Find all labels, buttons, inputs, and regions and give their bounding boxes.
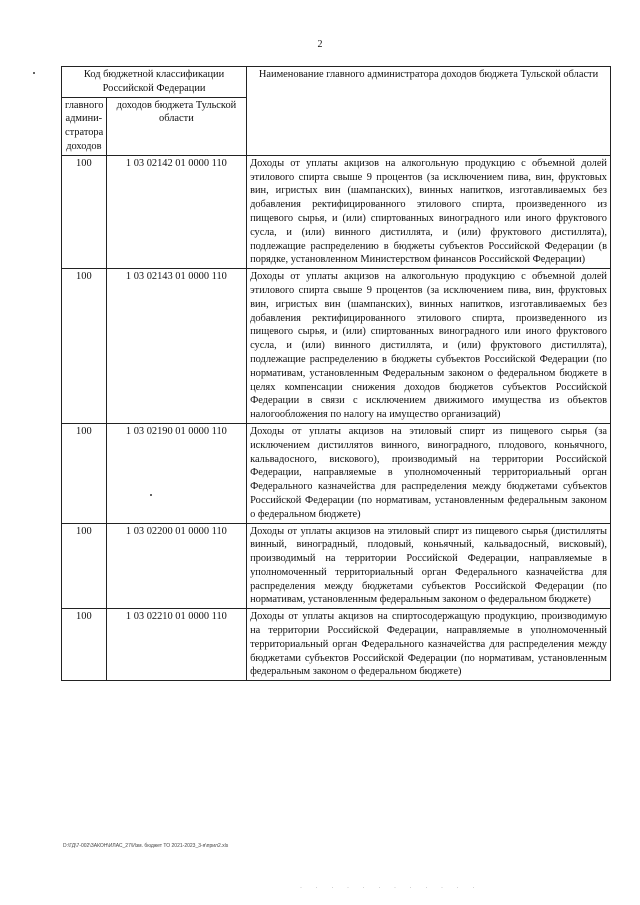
admin-code-cell: 100	[62, 609, 107, 681]
budget-code-cell: 1 03 02200 01 0000 110	[106, 523, 246, 609]
admin-code-cell: 100	[62, 155, 107, 268]
scan-speck	[33, 72, 35, 74]
income-administrators-table	[61, 66, 611, 681]
header-name-column: Наименование главного администратора доходов бюджета Тульской области	[247, 67, 611, 156]
file-path-footer: D:\ГД\7-002\ЗАКОН\ИЛАС_27\Изм. бюджет ТО 2021-2023_3-я\прил2.xls	[63, 843, 229, 849]
budget-code-cell: 1 03 02210 01 0000 110	[106, 609, 246, 681]
table-row	[62, 523, 611, 609]
admin-code-cell: 100	[62, 523, 107, 609]
budget-code-cell: 1 03 02190 01 0000 110	[106, 423, 246, 523]
admin-code-cell: 100	[62, 423, 107, 523]
scan-speck	[150, 494, 152, 496]
header-code-group: Код бюджетной классификации Российской Федерации	[62, 67, 247, 98]
budget-code-cell: 1 03 02142 01 0000 110	[106, 155, 246, 268]
budget-code-cell: 1 03 02143 01 0000 110	[106, 269, 246, 424]
description-cell: Доходы от уплаты акцизов на этиловый спирт из пищевого сырья (дистилляты винный, виноградный, плодовый, коньячный, кальвадосный, висковый), производимый на территории Российской Федерации, направляемые в уполномоченный территориальный орган Федерального казначейства для распределения между бюджетами субъектов Российской Федерации (по нормативам, установленным федеральным законом о федеральном бюджете)	[247, 523, 611, 609]
description-cell: Доходы от уплаты акцизов на спиртосодержащую продукцию, производимую на территории Российской Федерации, направляемые в уполномоченный территориальный орган Федерального казначейства для распределения между бюджетами субъектов Российской Федерации (по нормативам, установленным федеральным законом о федеральном бюджете)	[247, 609, 611, 681]
table-row	[62, 269, 611, 424]
admin-code-cell: 100	[62, 269, 107, 424]
description-cell: Доходы от уплаты акцизов на алкогольную продукцию с объемной долей этилового спирта свыше 9 процентов (за исключением пива, вин, фруктовых вин, игристых вин (шампанских), винных напитков, изготавливаемых без добавления ректифицированного этилового спирта, произведенного из пищевого сырья, и (или) спиртованных виноградного или иного фруктового сусла, и (или) винного дистиллята, и (или) фруктового дистиллята), подлежащие распределению в бюджеты субъектов Российской Федерации (в порядке, установленном Министерством финансов Российской Федерации)	[247, 155, 611, 268]
page-number: 2	[317, 39, 323, 50]
table-row	[62, 155, 611, 268]
scan-artifact-dots: · · · · · · · · · · · ·	[300, 885, 481, 891]
description-cell: Доходы от уплаты акцизов на этиловый спирт из пищевого сырья (за исключением дистиллятов винного, виноградного, плодового, коньячного, кальвадосного, вискового), производимый на территории Российской Федерации, направляемые в уполномоченный территориальный орган Федерального казначейства для распределения между бюджетами субъектов Российской Федерации (по нормативам, установленным федеральным законом о федеральном бюджете)	[247, 423, 611, 523]
description-cell: Доходы от уплаты акцизов на алкогольную продукцию с объемной долей этилового спирта свыше 9 процентов (за исключением пива, вин, фруктовых вин, игристых вин (шампанских), винных напитков, изготавливаемых без добавления ректифицированного этилового спирта, произведенного из пищевого сырья, и (или) спиртованных виноградного или иного фруктового сусла, и (или) винного дистиллята, и (или) фруктового дистиллята), подлежащие распределению в бюджеты субъектов Российской Федерации (по нормативам, установленным Федеральным законом о федеральном бюджете в целях компенсации снижения доходов бюджетов субъектов Российской Федерации в связи с исключением движимого имущества из объектов налогообложения по налогу на имущество организаций)	[247, 269, 611, 424]
table-row	[62, 609, 611, 681]
table-row	[62, 423, 611, 523]
header-admin-column: главного админи-стратора доходов	[62, 97, 107, 155]
header-income-column: доходов бюджета Тульской области	[106, 97, 246, 155]
header-row-1	[62, 67, 611, 98]
